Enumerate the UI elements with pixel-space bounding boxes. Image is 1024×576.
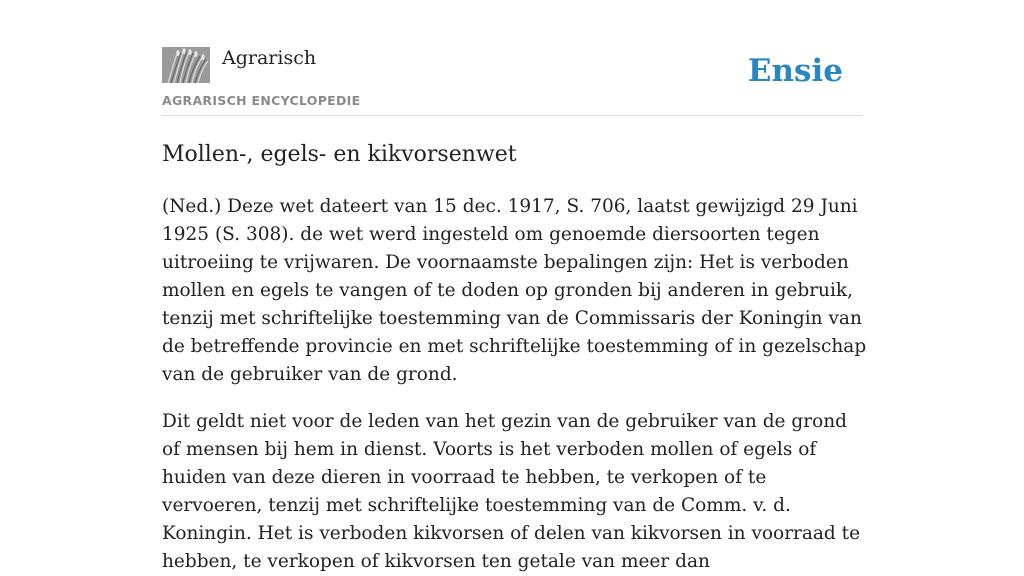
article-title: Mollen-, egels- en kikvorsenwet	[162, 142, 517, 167]
brand-logo[interactable]: Ensie	[747, 53, 843, 89]
site-header	[162, 46, 862, 116]
encyclopedia-label[interactable]: AGRARISCH ENCYCLOPEDIE	[162, 93, 361, 108]
site-name[interactable]: Agrarisch	[222, 47, 317, 69]
wheat-thumbnail-icon[interactable]	[162, 47, 210, 83]
article-paragraph-2: Dit geldt niet voor de leden van het gezin van de gebruiker van de grond of mensen bij hem in dienst. Voorts is het verboden mollen of egels of huiden van deze dieren in voorraad te hebben, te verkopen of te vervoeren, tenzij met schriftelijke toestemming van de Comm. v. d. Koningin. Het is verboden kikvorsen of delen van kikvorsen in voorraad te hebben, te verkopen of kikvorsen ten getale van meer dan	[162, 411, 861, 572]
content-container	[162, 46, 867, 576]
article-paragraph-1: (Ned.) Deze wet dateert van 15 dec. 1917, S. 706, laatst gewijzigd 29 Juni 1925 (S. 308). de wet werd ingesteld om genoemde diersoorten tegen uitroeiing te vrijwaren. De voornaamste bepalingen zijn: Het is verboden mollen en egels te vangen of te doden op gronden bij anderen in gebruik, tenzij met schriftelijke toestemming van de Commissaris der Koningin van de betreffende provincie en met schriftelijke toestemming of in gezelschap van de gebruiker van de grond.	[162, 196, 867, 385]
